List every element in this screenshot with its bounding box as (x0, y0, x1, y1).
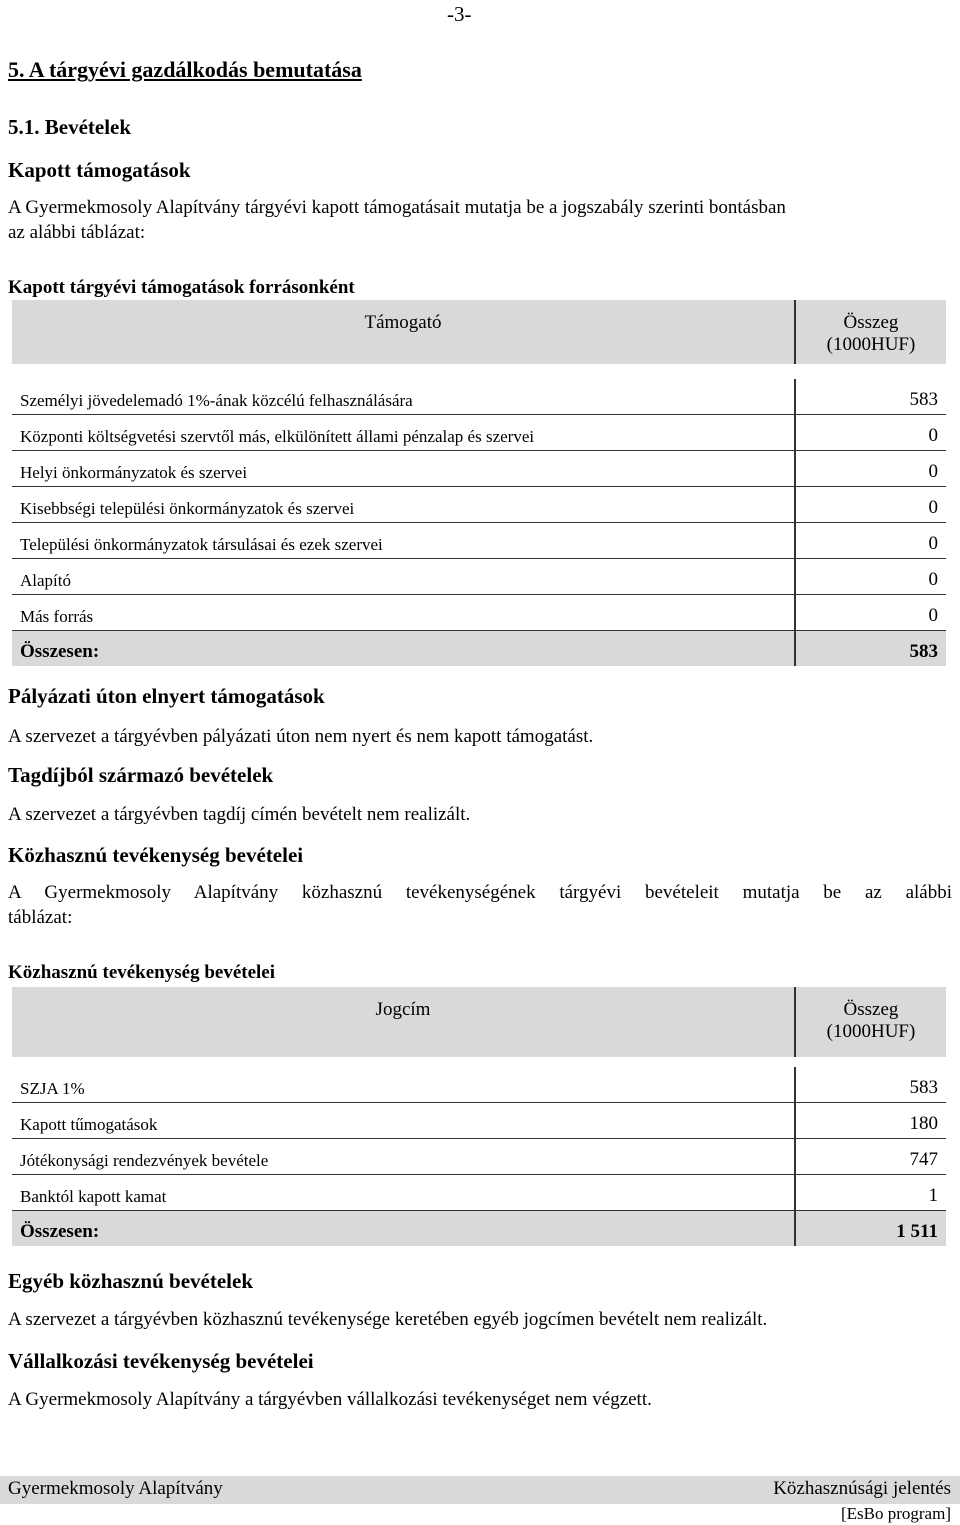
support-table (12, 300, 946, 666)
support-col-label: Támogató (12, 300, 795, 364)
row-value: 0 (795, 487, 946, 523)
business-text: A Gyermekmosoly Alapítvány a tárgyévben vállalkozási tevékenységet nem végzett. (8, 1389, 652, 1410)
row-label: Helyi önkormányzatok és szervei (12, 451, 795, 487)
membership-heading: Tagdíjból származó bevételek (8, 763, 274, 787)
public-benefit-table (12, 987, 946, 1246)
membership-text: A szervezet a tárgyévben tagdíj címén bevételt nem realizált. (8, 804, 471, 825)
row-label: Más forrás (12, 595, 795, 631)
total-value: 583 (795, 631, 946, 667)
row-value: 747 (795, 1139, 946, 1175)
support-table-header (12, 300, 946, 364)
other-public-text: A szervezet a tárgyévben közhasznú tevékenysége keretében egyéb jogcímen bevételt nem realizált. (8, 1309, 768, 1330)
row-value: 180 (795, 1103, 946, 1139)
row-label: Kisebbségi települési önkormányzatok és szervei (12, 487, 795, 523)
row-value: 583 (795, 1067, 946, 1103)
table-row (12, 1139, 946, 1175)
grants-heading: Pályázati úton elnyert támogatások (8, 684, 325, 708)
table-row (12, 1175, 946, 1211)
row-label: Központi költségvetési szervtől más, elkülönített állami pénzalap és szervei (12, 415, 795, 451)
section-title: 5. A tárgyévi gazdálkodás bemutatása (8, 57, 362, 82)
row-label: Banktól kapott kamat (12, 1175, 795, 1211)
public-benefit-col-amount: Összeg (1000HUF) (795, 987, 946, 1057)
row-value: 0 (795, 415, 946, 451)
other-public-heading: Egyéb közhasznú bevételek (8, 1269, 254, 1293)
public-benefit-heading: Közhasznú tevékenység bevételei (8, 843, 304, 867)
row-value: 0 (795, 559, 946, 595)
row-value: 0 (795, 595, 946, 631)
table-row (12, 1067, 946, 1103)
table-row (12, 1103, 946, 1139)
support-intro-line2: az alábbi táblázat: (8, 222, 146, 243)
table-row (12, 415, 946, 451)
footer-organization: Gyermekmosoly Alapítvány (8, 1478, 223, 1499)
public-benefit-intro-line2: táblázat: (8, 907, 73, 928)
row-label: Alapító (12, 559, 795, 595)
public-benefit-intro-line1: A Gyermekmosoly Alapítvány közhasznú tevékenységének tárgyévi bevételeit mutatja be az alábbi (8, 882, 952, 903)
row-value: 0 (795, 523, 946, 559)
support-intro-line1: A Gyermekmosoly Alapítvány tárgyévi kapott támogatásait mutatja be a jogszabály szerinti bontásban (8, 197, 786, 218)
grants-text: A szervezet a tárgyévben pályázati úton nem nyert és nem kapott támogatást. (8, 726, 594, 747)
table-total-row (12, 631, 946, 667)
table-row (12, 487, 946, 523)
total-value: 1 511 (795, 1211, 946, 1247)
footer-report-title: Közhasznúsági jelentés (773, 1478, 951, 1499)
footer-program: [EsBo program] (840, 1504, 951, 1523)
table-row (12, 595, 946, 631)
table-row (12, 523, 946, 559)
total-label: Összesen: (12, 631, 795, 667)
support-table-caption: Kapott tárgyévi támogatások forrásonként (8, 277, 355, 298)
public-benefit-table-caption: Közhasznú tevékenység bevételei (8, 962, 276, 983)
row-label: Települési önkormányzatok társulásai és ezek szervei (12, 523, 795, 559)
subsection-title: 5.1. Bevételek (8, 115, 132, 139)
page-number: -3- (447, 2, 472, 26)
table-row (12, 451, 946, 487)
row-label: Személyi jövedelemadó 1%-ának közcélú felhasználására (12, 379, 795, 415)
public-benefit-col-label: Jogcím (12, 987, 795, 1057)
table-row (12, 559, 946, 595)
row-label: SZJA 1% (12, 1067, 795, 1103)
table-row (12, 379, 946, 415)
row-value: 1 (795, 1175, 946, 1211)
table-total-row (12, 1211, 946, 1247)
support-heading: Kapott támogatások (8, 158, 191, 182)
public-benefit-table-header (12, 987, 946, 1057)
row-value: 583 (795, 379, 946, 415)
row-label: Kapott tűmogatások (12, 1103, 795, 1139)
support-col-amount: Összeg (1000HUF) (795, 300, 946, 364)
total-label: Összesen: (12, 1211, 795, 1247)
row-label: Jótékonysági rendezvények bevétele (12, 1139, 795, 1175)
business-heading: Vállalkozási tevékenység bevételei (8, 1349, 314, 1373)
row-value: 0 (795, 451, 946, 487)
